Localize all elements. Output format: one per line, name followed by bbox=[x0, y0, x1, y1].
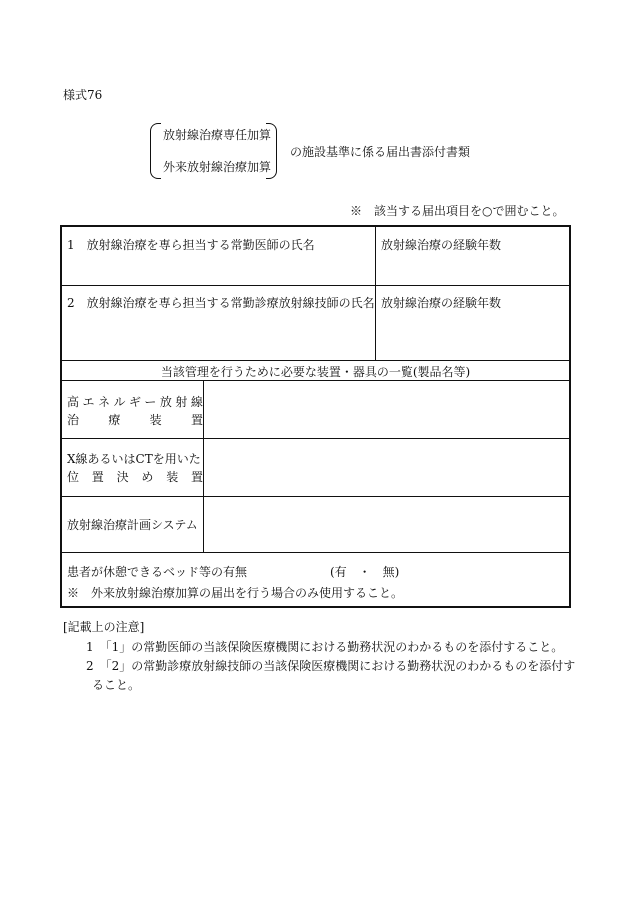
row-divider bbox=[62, 552, 569, 553]
row-divider bbox=[62, 380, 569, 381]
equipment-header: 当該管理を行うために必要な装置・器具の一覧(製品名等) bbox=[160, 365, 471, 379]
positioning-equipment-field[interactable] bbox=[210, 445, 562, 489]
xray-ct-label-line2: 位 置 決 め 装 置 bbox=[67, 470, 203, 484]
note-item-2-continued: ること。 bbox=[92, 678, 141, 692]
planning-system-label: 放射線治療計画システム bbox=[67, 518, 198, 532]
document-title: の施設基準に係る届出書添付書類 bbox=[290, 145, 471, 159]
brace-item-1: 放射線治療専任加算 bbox=[163, 128, 272, 142]
bed-note: ※ 外来放射線治療加算の届出を行う場合のみ使用すること。 bbox=[67, 586, 404, 600]
row-divider bbox=[62, 438, 569, 439]
technologist-experience-field[interactable] bbox=[381, 322, 566, 352]
note-item-1: 1 「1」の常勤医師の当該保険医療機関における勤務状況のわかるものを添付すること。 bbox=[86, 640, 564, 654]
row-divider bbox=[62, 360, 569, 361]
column-divider bbox=[375, 227, 376, 360]
left-brace bbox=[150, 123, 161, 179]
instruction-note: ※ 該当する届出項目を○で囲むこと。 bbox=[350, 204, 565, 218]
high-energy-label-line1: 高 エ ネ ル ギ ー 放 射 線 bbox=[67, 395, 203, 409]
column-divider bbox=[203, 380, 204, 552]
form-number: 様式76 bbox=[63, 88, 103, 102]
high-energy-equipment-field[interactable] bbox=[210, 387, 562, 431]
xray-ct-label-line1: X線あるいはCTを用いた bbox=[67, 452, 201, 466]
high-energy-label-line2: 治 療 装 置 bbox=[67, 413, 203, 427]
row-divider bbox=[62, 496, 569, 497]
row2-experience-label: 放射線治療の経験年数 bbox=[381, 296, 502, 310]
brace-item-2: 外来放射線治療加算 bbox=[163, 160, 272, 174]
physician-experience-field[interactable] bbox=[381, 263, 566, 279]
notes-heading: [記載上の注意] bbox=[63, 620, 145, 634]
bed-options[interactable]: (有 ・ 無) bbox=[330, 565, 400, 579]
physician-name-field[interactable] bbox=[94, 263, 369, 279]
row1-experience-label: 放射線治療の経験年数 bbox=[381, 238, 502, 252]
row1-label: 1 放射線治療を専ら担当する常勤医師の氏名 bbox=[67, 238, 315, 252]
note-item-2: 2 「2」の常勤診療放射線技師の当該保険医療機関における勤務状況のわかるものを添付す bbox=[86, 659, 576, 673]
bed-label: 患者が休憩できるベッド等の有無 bbox=[67, 565, 248, 579]
form-table bbox=[60, 225, 571, 608]
technologist-name-field[interactable] bbox=[94, 322, 369, 352]
planning-system-field[interactable] bbox=[210, 503, 562, 547]
row-divider bbox=[62, 285, 569, 286]
row2-label: 2 放射線治療を専ら担当する常勤診療放射線技師の氏名 bbox=[67, 296, 375, 310]
